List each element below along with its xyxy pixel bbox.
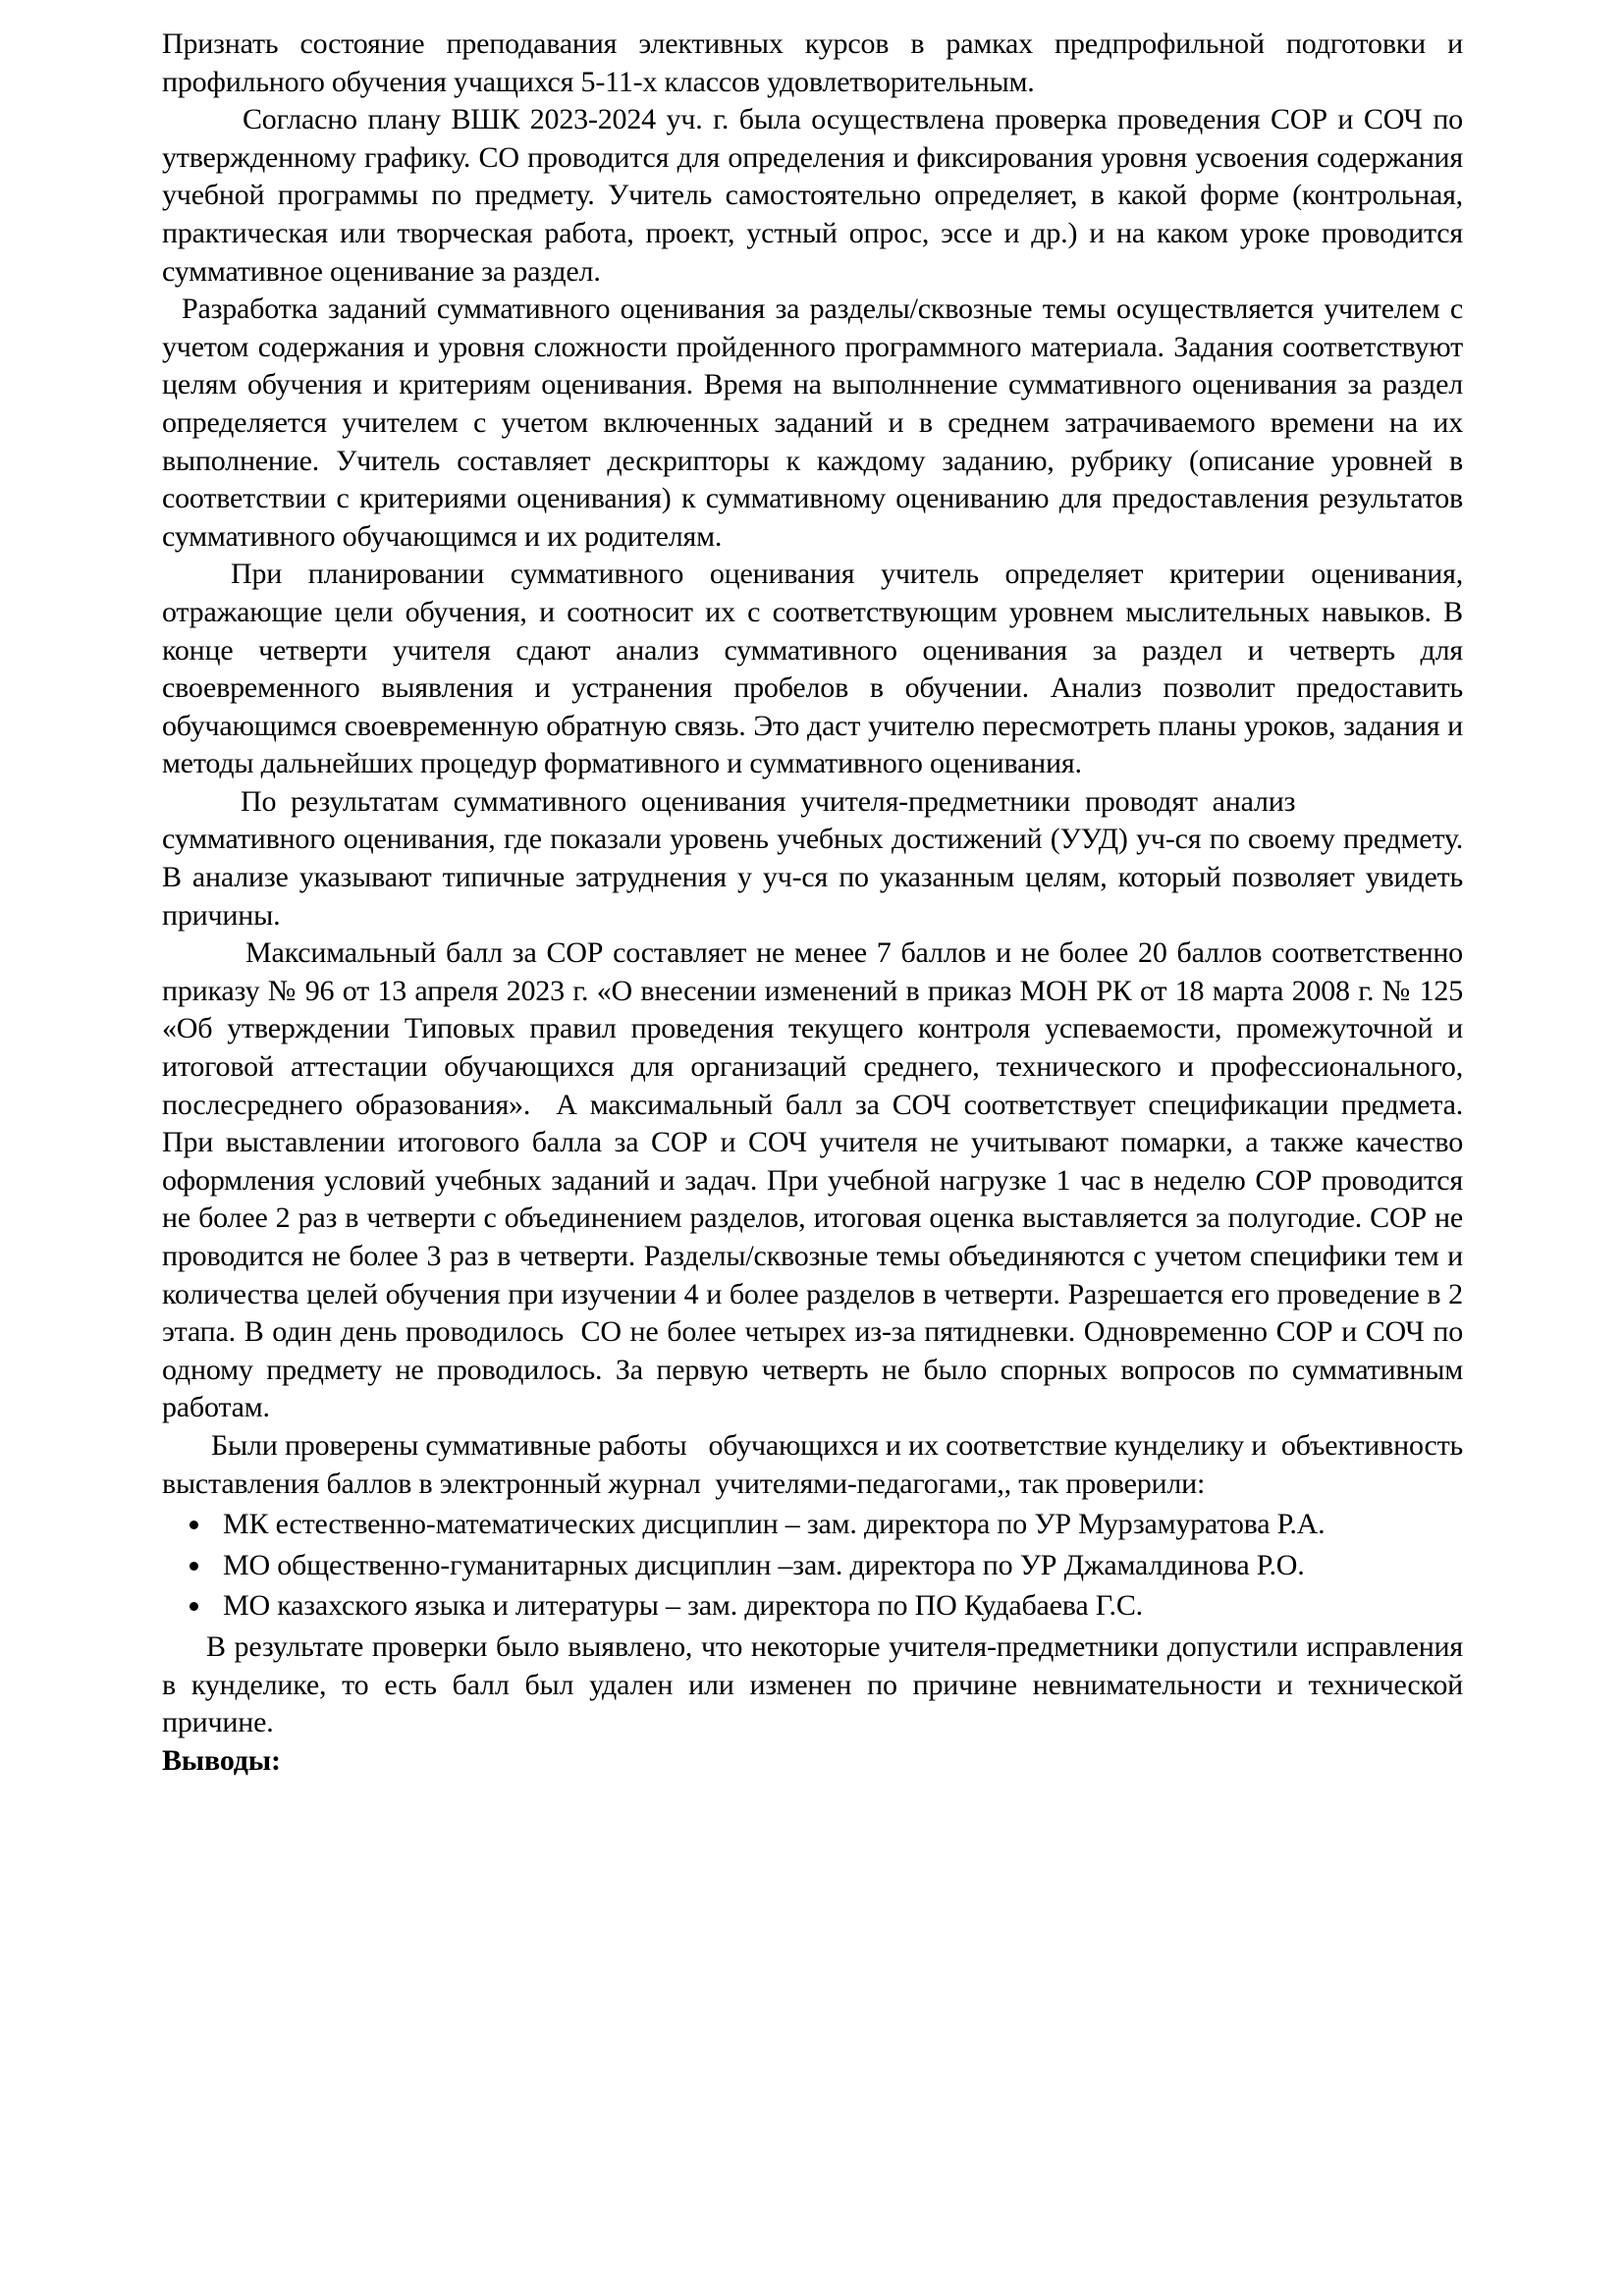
list-item-mo-social-humanities: • МО общественно-гуманитарных дисциплин –зам. директора по УР Джамалдинова Р.О. — [213, 1547, 1463, 1585]
paragraph-decision: Признать состояние преподавания элективных курсов в рамках предпрофильной подготовки и профильного обучения учащихся 5-11-х классов удовлетворительным. — [162, 27, 1463, 98]
paragraph-findings: В результате проверки было выявлено, что некоторые учителя-предметники допустили исправления в кунделике, то есть балл был удален или изменен по причине невнимательности и технической причине. — [162, 1629, 1463, 1739]
conclusions-heading: Выводы: — [162, 1743, 281, 1777]
paragraph-checks-intro: Были проверены суммативные работы обучающихся и их соответствие кунделику и объективность выставления баллов в электронный журнал учителями-педагогами,, так проверили: — [162, 1428, 1463, 1500]
paragraph-max-score-rules: Максимальный балл за СОР составляет не менее 7 баллов и не более 20 баллов соответственно приказу № 96 от 13 апреля 2023 г. «О внесении изменений в приказ МОН РК от 18 марта 2008 г. № 125 «Об утверждении Типовых правил проведения текущего контроля успеваемости, промежуточной и итоговой аттестации обучающихся для организаций среднего, технического и профессионального, послесреднего образования». А максимальный балл за СОЧ соответствует спецификации предмета. При выставлении итогового балла за СОР и СОЧ учителя не учитывают помарки, а также качество оформления условий учебных заданий и задач. При учебной нагрузке 1 час в неделю СОР проводится не более 2 раз в четверти с объединением разделов, итоговая оценка выставляется за полугодие. СОР не проводится не более 3 раз в четверти. Разделы/сквозные темы объединяются с учетом специфики тем и количества целей обучения при изучении 4 и более разделов в четверти. Разрешается его проведение в 2 этапа. В один день проводилось СО не более четырех из-за пятидневки. Одновременно СОР и СОЧ по одному предмету не проводилось. За первую четверть не было спорных вопросов по суммативным работам. — [162, 936, 1463, 1424]
paragraph-task-development: Разработка заданий суммативного оценивания за разделы/сквозные темы осуществляется учителем с учетом содержания и уровня сложности пройденного программного материала. Задания соответствуют целям обучения и критериям оценивания. Время на выполннение суммативного оценивания за раздел определяется учителем с учетом включенных заданий и в среднем затрачиваемого времени на их выполнение. Учитель составляет дескрипторы к каждому заданию, рубрику (описание уровней в соответствии с критериями оценивания) к суммативному оцениванию для предоставления результатов суммативного обучающимся и их родителям. — [162, 293, 1463, 553]
checkers-list — [162, 1506, 1463, 1626]
list-item-mk-natural-math: • МК естественно-математических дисциплин – зам. директора по УР Мурзамуратова Р.А. — [213, 1506, 1463, 1544]
list-item-mo-kazakh-language: • МО казахского языка и литературы – зам. директора по ПО Кудабаева Г.С. — [213, 1587, 1463, 1626]
paragraph-assessment-planning: При планировании суммативного оценивания учитель определяет критерии оценивания, отражающие цели обучения, и соотносит их с соответствующим уровнем мыслительных навыков. В конце четверти учителя сдают анализ суммативного оценивания за раздел и четверть для своевременного выявления и устранения пробелов в обучении. Анализ позволит предоставить обучающимся своевременную обратную связь. Это даст учителю пересмотреть планы уроков, задания и методы дальнейших процедур формативного и суммативного оценивания. — [162, 558, 1463, 780]
paragraph-assessment-results: По результатам суммативного оценивания учителя-предметники проводят анализ суммативного оценивания, где показали уровень учебных достижений (УУД) уч-ся по своему предмету. В анализе указывают типичные затруднения у уч-ся по указанным целям, который позволяет увидеть причины. — [162, 784, 1463, 932]
paragraph-vshk-plan: Согласно плану ВШК 2023-2024 уч. г. была осуществлена проверка проведения СОР и СОЧ по утвержденному графику. СО проводится для определения и фиксирования уровня усвоения содержания учебной программы по предмету. Учитель самостоятельно определяет, в какой форме (контрольная, практическая или творческая работа, проект, устный опрос, эссе и др.) и на каком уроке проводится суммативное оценивание за раздел. — [162, 103, 1463, 288]
